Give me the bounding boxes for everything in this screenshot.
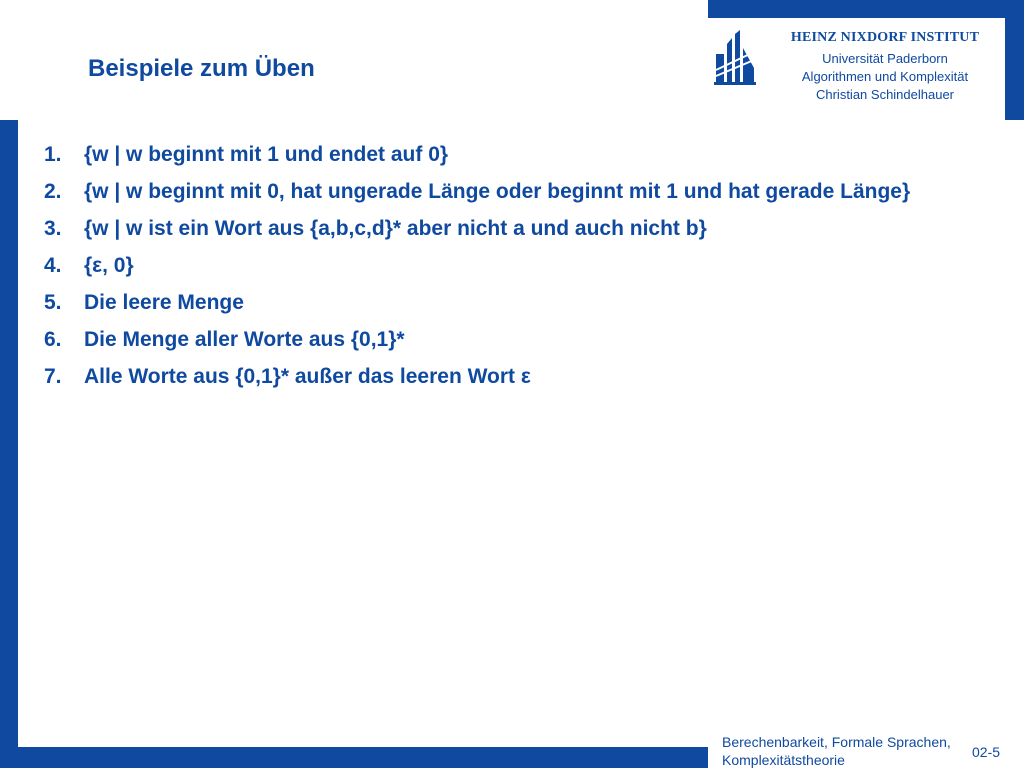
- list-item-number: 5.: [44, 291, 62, 314]
- footer-course: [722, 733, 951, 769]
- footer-course-line1: Berechenbarkeit, Formale Sprachen,: [722, 734, 951, 750]
- institute-block: [770, 30, 1000, 104]
- list-item-text: Die leere Menge: [84, 291, 244, 314]
- examples-list: [44, 141, 944, 400]
- list-item: [44, 141, 944, 168]
- list-item-number: 4.: [44, 254, 62, 277]
- list-item-text: {w | w ist ein Wort aus {a,b,c,d}* aber nicht a und auch nicht b}: [84, 217, 707, 240]
- frame-bottom-bar: [0, 747, 708, 768]
- list-item-text: {ε, 0}: [84, 254, 134, 277]
- list-item: [44, 178, 944, 205]
- list-item: [44, 289, 944, 316]
- list-item: [44, 215, 944, 242]
- list-item: [44, 363, 944, 390]
- frame-left-bar: [0, 120, 18, 768]
- list-item: [44, 252, 944, 279]
- list-item: [44, 326, 944, 353]
- frame-top-bar: [708, 0, 1024, 18]
- university-logo-icon: [714, 30, 756, 85]
- list-item-text: {w | w beginnt mit 0, hat ungerade Länge oder beginnt mit 1 und hat gerade Länge}: [84, 180, 911, 203]
- author-name: Christian Schindelhauer: [815, 87, 955, 102]
- list-item-number: 3.: [44, 217, 62, 240]
- list-item-number: 6.: [44, 328, 62, 351]
- list-item-number: 1.: [44, 143, 62, 166]
- frame-right-bar: [1005, 0, 1024, 120]
- list-item-number: 2.: [44, 180, 62, 203]
- list-item-number: 7.: [44, 365, 62, 388]
- list-item-text: Die Menge aller Worte aus {0,1}*: [84, 328, 405, 351]
- list-item-text: {w | w beginnt mit 1 und endet auf 0}: [84, 143, 449, 166]
- group-name: Algorithmen und Komplexität: [801, 69, 969, 84]
- footer-course-line2: Komplexitätstheorie: [722, 752, 845, 768]
- slide-title: Beispiele zum Üben: [88, 55, 315, 82]
- institute-name: HEINZ NIXDORF INSTITUT: [790, 30, 980, 45]
- list-item-text: Alle Worte aus {0,1}* außer das leeren Wort ε: [84, 365, 531, 388]
- page-number: 02-5: [972, 744, 1001, 760]
- university-name: Universität Paderborn: [822, 51, 948, 66]
